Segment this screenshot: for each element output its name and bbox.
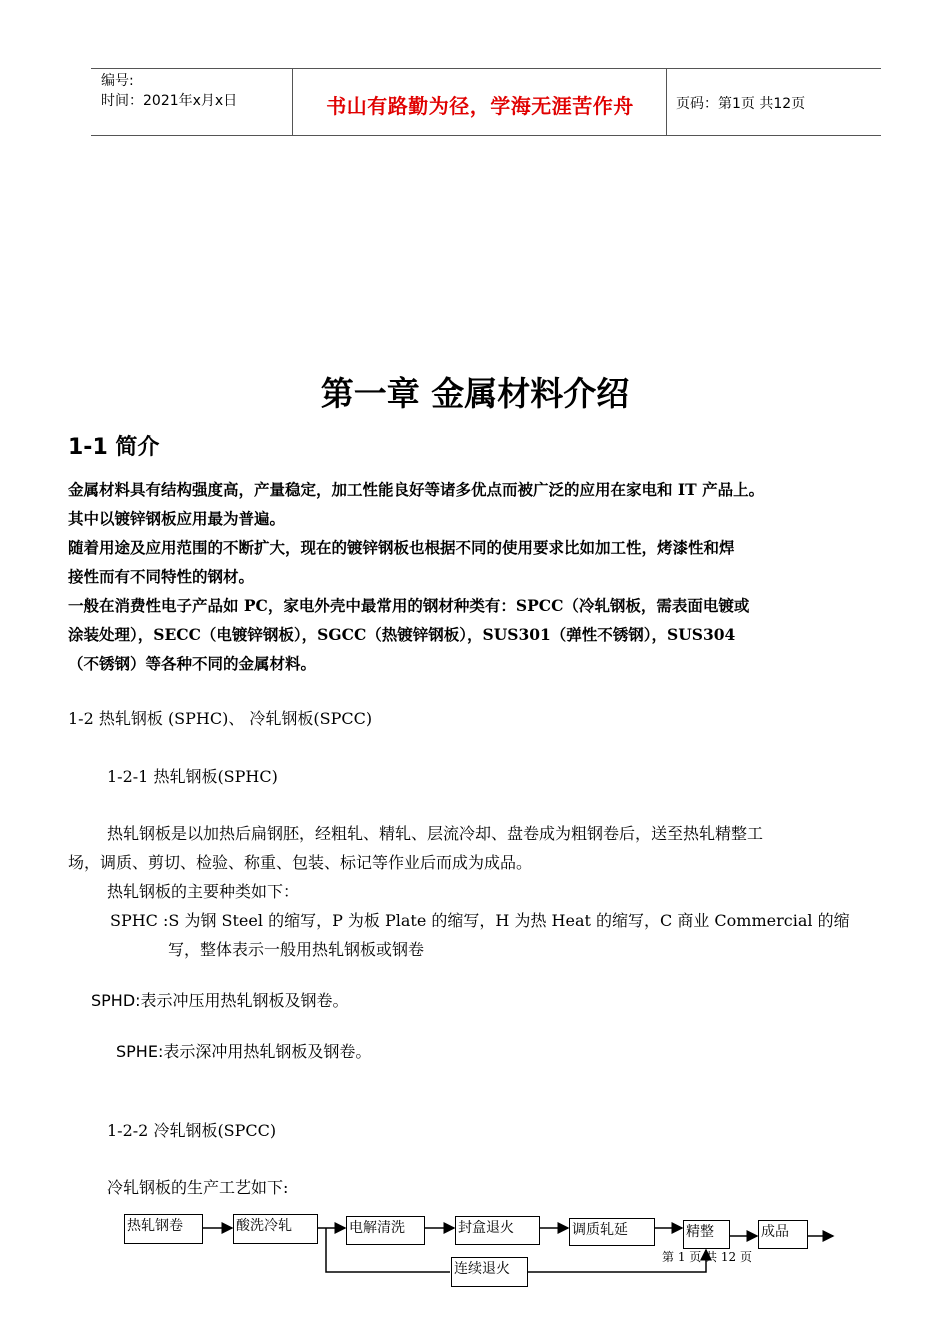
sphc-line2: 写，整体表示一般用热轧钢板或钢卷 [168, 940, 425, 959]
flow-step-hot-rolled-coil: 热轧钢卷 [124, 1214, 203, 1244]
sphc-line1: SPHC :S 为钢 Steel 的缩写，P 为板 Plate 的缩写，H 为热 Heat 的缩写，C 商业 Commercial 的缩 [110, 911, 850, 930]
flow-step-finished-product: 成品 [758, 1220, 808, 1249]
flow-step-box-annealing: 封盒退火 [455, 1216, 540, 1245]
intro-p3-line2: 涂装处理），SECC（电镀锌钢板），SGCC（热镀锌钢板），SUS301（弹性不锈钢），SUS304 [68, 625, 736, 644]
page-footer: 第 1 页 共 12 页 [662, 1250, 752, 1264]
header-number: 编号: [101, 73, 134, 89]
intro-p2-line1: 随着用途及应用范围的不断扩大，现在的镀锌钢板也根据不同的使用要求比如加工性，烤漆性和焊 [68, 538, 735, 557]
flow-step-continuous-annealing: 连续退火 [451, 1257, 528, 1287]
header-motto: 书山有路勤为径，学海无涯苦作舟 [326, 94, 634, 118]
header-page-label: 页码：第1页 共12页 [676, 96, 806, 112]
chapter-title: 第一章 金属材料介绍 [320, 374, 630, 413]
cold-rolled-process-intro: 冷轧钢板的生产工艺如下: [107, 1178, 289, 1197]
intro-p2-line2: 接性而有不同特性的钢材。 [68, 567, 255, 586]
intro-p1-line2: 其中以镀锌钢板应用最为普遍。 [68, 509, 286, 528]
subsection-heading-1-2-1: 1-2-1 热轧钢板(SPHC) [107, 767, 278, 786]
intro-p3-line1: 一般在消费性电子产品如 PC，家电外壳中最常用的钢材种类有：SPCC（冷轧钢板，需表面电镀或 [68, 596, 750, 615]
sphe-definition: SPHE:表示深冲用热轧钢板及钢卷。 [116, 1042, 372, 1061]
intro-p3-line3: （不锈钢）等各种不同的金属材料。 [68, 654, 317, 673]
header-time: 时间：2021年x月x日 [101, 93, 238, 109]
hot-rolled-line1: 热轧钢板是以加热后扁钢胚，经粗轧、精轧、层流冷却、盘卷成为粗钢卷后，送至热轧精整工 [107, 824, 764, 843]
intro-p1-line1: 金属材料具有结构强度高，产量稳定，加工性能良好等诸多优点而被广泛的应用在家电和 IT 产品上。 [68, 480, 765, 499]
flow-step-electrolytic-cleaning: 电解清洗 [346, 1216, 425, 1245]
sphd-definition: SPHD:表示冲压用热轧钢板及钢卷。 [91, 991, 349, 1010]
flow-step-finishing: 精整 [683, 1220, 730, 1249]
hot-rolled-types-intro: 热轧钢板的主要种类如下： [107, 882, 300, 901]
flow-step-pickling-cold-rolling: 酸洗冷轧 [233, 1214, 318, 1244]
flow-step-temper-rolling: 调质轧延 [569, 1218, 655, 1246]
section-heading-1-1: 1-1 简介 [68, 435, 160, 460]
section-heading-1-2: 1-2 热轧钢板 (SPHC)、 冷轧钢板(SPCC) [68, 709, 373, 728]
subsection-heading-1-2-2: 1-2-2 冷轧钢板(SPCC) [107, 1121, 277, 1140]
hot-rolled-line2: 场，调质、剪切、检验、称重、包装、标记等作业后而成为成品。 [68, 853, 533, 872]
